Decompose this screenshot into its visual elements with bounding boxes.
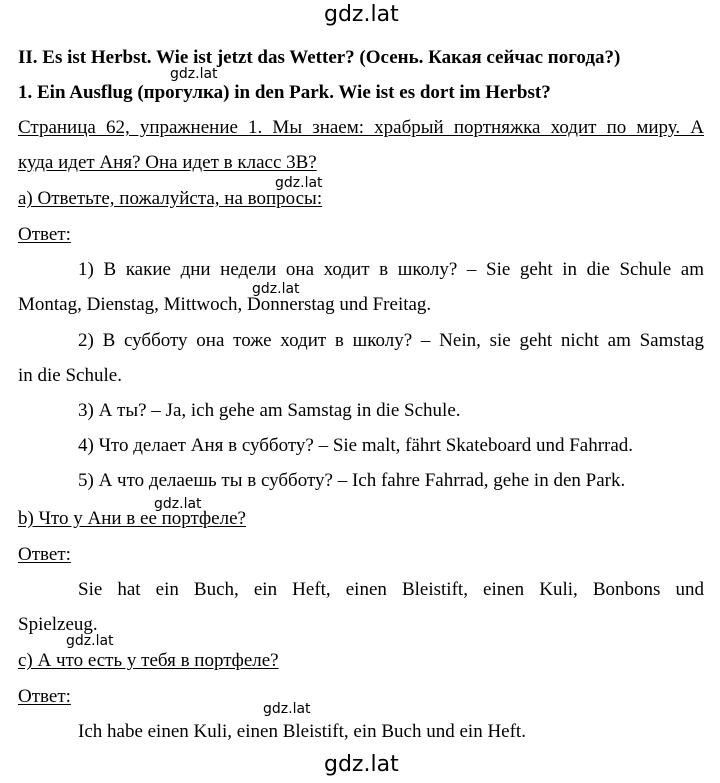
part-b-answer-line-2: Spielzeug.: [18, 614, 98, 635]
question-2-line-2: in die Schule.: [18, 365, 122, 386]
task-line-2: куда идет Аня? Она идет в класс 3В?: [18, 152, 317, 173]
task-line-1: Страница 62, упражнение 1. Мы знаем: храбрый портняжка ходит по миру. А: [18, 117, 704, 138]
watermark-inline: gdz.lat: [275, 175, 323, 191]
question-1-line-1: 1) В какие дни недели она ходит в школу? – Sie geht in die Schule am: [78, 259, 704, 280]
part-c-answer-line-1: Ich habe einen Kuli, einen Bleistift, ein Buch und ein Heft.: [78, 721, 526, 742]
part-a-label: а) Ответьте, пожалуйста, на вопросы:: [18, 188, 323, 209]
watermark-top: gdz.lat: [324, 2, 399, 27]
watermark-inline: gdz.lat: [263, 701, 311, 717]
part-a-answer-label: Ответ:: [18, 224, 71, 245]
question-1-line-2: Montag, Dienstag, Mittwoch, Donnerstag und Freitag.: [18, 294, 432, 315]
watermark-bottom: gdz.lat: [324, 752, 399, 777]
part-c-answer-label: Ответ:: [18, 686, 71, 707]
watermark-inline: gdz.lat: [66, 633, 114, 649]
part-c-label: c) А что есть у тебя в портфеле?: [18, 650, 279, 671]
watermark-inline: gdz.lat: [252, 281, 300, 297]
part-b-answer-line-1: Sie hat ein Buch, ein Heft, einen Bleistift, einen Kuli, Bonbons und: [78, 579, 704, 600]
topic-heading: 1. Ein Ausflug (прогулка) in den Park. Wie ist es dort im Herbst?: [18, 82, 551, 103]
question-3: 3) А ты? – Ja, ich gehe am Samstag in die Schule.: [78, 400, 461, 421]
section-heading: II. Es ist Herbst. Wie ist jetzt das Wetter? (Осень. Какая сейчас погода?): [18, 47, 621, 68]
part-b-answer-label: Ответ:: [18, 544, 71, 565]
question-4: 4) Что делает Аня в субботу? – Sie malt, fährt Skateboard und Fahrrad.: [78, 435, 634, 456]
part-b-label: b) Что у Ани в ее портфеле?: [18, 508, 246, 529]
watermark-inline: gdz.lat: [170, 66, 218, 82]
watermark-inline: gdz.lat: [154, 496, 202, 512]
question-5: 5) А что делаешь ты в субботу? – Ich fahre Fahrrad, gehe in den Park.: [78, 470, 626, 491]
question-2-line-1: 2) В субботу она тоже ходит в школу? – Nein, sie geht nicht am Samstag: [78, 330, 704, 351]
